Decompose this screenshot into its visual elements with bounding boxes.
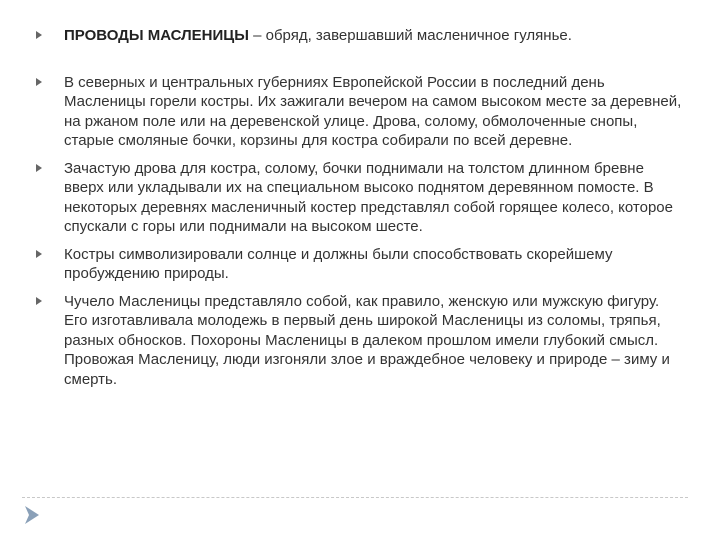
bullet-arrow-icon	[36, 297, 42, 305]
bullet-arrow-icon	[36, 31, 42, 39]
bullet-text: Чучело Масленицы представляло собой, как правило, женскую или мужскую фигуру. Его изготавливала молодежь в первый день широкой Масленицы из соломы, тряпья, разных обносков. Похороны Масленицы в далеком прошлом имели глубокий смысл. Провожая Масленицу, люди изгоняли злое и враждебное человеку и природе – зиму и смерть.	[64, 292, 670, 388]
bullet-text: В северных и центральных губерниях Европейской России в последний день Масленицы горели костры. Их зажигали вечером на самом высоком месте за деревней, на ржаном поле или на деревенской улице. Дрова, солому, обмолоченные снопы, старые смоляные бочки, корзины для костра собирали по всей деревне.	[64, 73, 682, 149]
bullet-item	[36, 159, 686, 237]
bullet-item	[36, 73, 686, 151]
bullet-item	[36, 26, 686, 46]
bullet-text: Костры символизировали солнце и должны были способствовать скорейшему пробуждению природы.	[64, 245, 613, 282]
bullet-item	[36, 245, 686, 284]
bullet-list	[36, 26, 686, 389]
bullet-text: Зачастую дрова для костра, солому, бочки поднимали на толстом длинном бревне вверх или укладывали их на специальном высоко поднятом деревянном помосте. В некоторых деревнях масленичный костер представлял собой горящее колесо, которое спускали с горы или поднимали на высоком шесте.	[64, 159, 673, 235]
bullet-arrow-icon	[36, 250, 42, 258]
bullet-item	[36, 292, 686, 390]
bullet-arrow-icon	[36, 164, 42, 172]
next-arrow-icon[interactable]	[20, 503, 44, 527]
bullet-term: ПРОВОДЫ МАСЛЕНИЦЫ	[64, 27, 249, 44]
bullet-text: – обряд, завершавший масленичное гулянье.	[248, 27, 572, 44]
footer-divider	[22, 497, 688, 498]
bullet-arrow-icon	[36, 78, 42, 86]
